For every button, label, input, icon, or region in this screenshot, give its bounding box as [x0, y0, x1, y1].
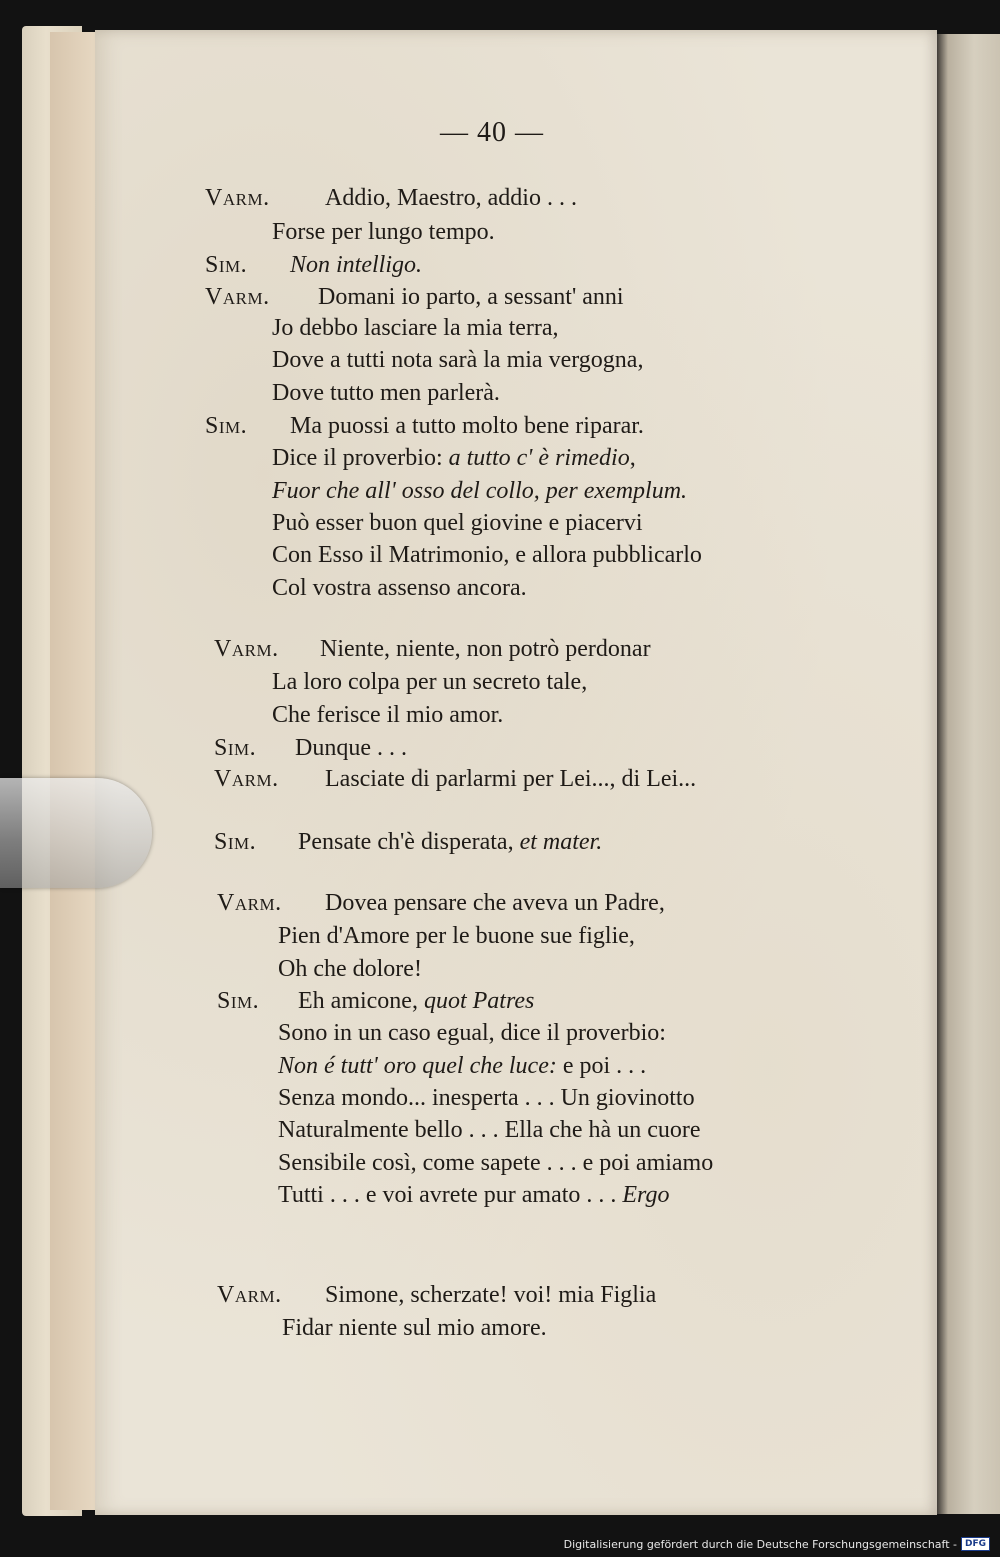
line-text — [272, 508, 643, 538]
line-text — [325, 888, 665, 918]
line-text — [290, 250, 422, 280]
italic-text: Ergo — [622, 1182, 670, 1208]
roman-text: Pensate ch'è disperata, — [298, 829, 520, 855]
line-text — [278, 921, 635, 951]
line-text — [272, 573, 527, 603]
line-text — [295, 733, 407, 763]
roman-text: Sono in un caso egual, dice il proverbio: — [278, 1020, 666, 1046]
speaker-name: Sim. — [214, 735, 257, 761]
italic-text: Non é tutt' oro quel che luce: — [278, 1053, 557, 1079]
footer — [564, 1537, 990, 1551]
roman-text: Che ferisce il mio amor. — [272, 702, 504, 728]
roman-text: Domani io parto, a sessant' anni — [318, 284, 624, 310]
roman-text: Dice il proverbio: — [272, 445, 449, 471]
line-text — [318, 282, 624, 312]
line-text — [272, 476, 687, 506]
roman-text: e poi . . . — [556, 1053, 647, 1079]
line-text — [272, 313, 559, 343]
roman-text: Fidar niente sul mio amore. — [282, 1315, 547, 1341]
roman-text: La loro colpa per un secreto tale, — [272, 669, 588, 695]
speaker-name: Sim. — [205, 252, 248, 278]
line-text — [298, 986, 534, 1016]
roman-text: Eh amicone, — [298, 988, 424, 1014]
roman-text: Naturalmente bello . . . Ella che hà un cuore — [278, 1117, 701, 1143]
roman-text: Pien d'Amore per le buone sue figlie, — [278, 923, 635, 949]
speaker-name: Sim. — [214, 829, 257, 855]
speaker-name: Varm. — [214, 766, 279, 792]
line-text — [278, 954, 422, 984]
line-text — [272, 345, 643, 375]
line-text — [272, 667, 587, 697]
roman-text: Dunque . . . — [295, 735, 407, 761]
line-text — [272, 700, 503, 730]
roman-text: Jo debbo lasciare la mia terra, — [272, 315, 559, 341]
line-text — [278, 1115, 701, 1145]
line-text — [272, 217, 495, 247]
roman-text: Tutti . . . e voi avrete pur amato . . . — [278, 1182, 623, 1208]
line-text — [290, 411, 644, 441]
line-text — [325, 764, 696, 794]
roman-text: , — [629, 445, 636, 471]
roman-text: Col vostra assenso ancora. — [272, 575, 527, 601]
line-text — [298, 827, 602, 857]
dfg-logo: DFG — [961, 1537, 990, 1551]
footer-text: Digitalisierung gefördert durch die Deutsche Forschungsgemeinschaft - — [563, 1537, 957, 1551]
roman-text: Senza mondo... inesperta . . . Un giovinotto — [278, 1085, 695, 1111]
speaker-name: Varm. — [205, 185, 270, 211]
line-text — [272, 378, 500, 408]
roman-text: Con Esso il Matrimonio, e allora pubblicarlo — [272, 542, 702, 568]
roman-text: Addio, Maestro, addio . . . — [325, 185, 577, 211]
roman-text: Forse per lungo tempo. — [272, 219, 495, 245]
roman-text: Può esser buon quel giovine e piacervi — [272, 510, 643, 536]
speaker-name: Varm. — [205, 284, 270, 310]
italic-text: quot Patres — [423, 988, 535, 1014]
roman-text: Ma puossi a tutto molto bene riparar. — [290, 413, 644, 439]
line-text — [272, 540, 702, 570]
speaker-name: Sim. — [205, 413, 248, 439]
speaker-name: Varm. — [217, 1282, 282, 1308]
line-text — [278, 1018, 666, 1048]
roman-text: Lasciate di parlarmi per Lei..., di Lei... — [325, 766, 697, 792]
line-text — [278, 1148, 713, 1178]
roman-text: Dove a tutti nota sarà la mia vergogna, — [272, 347, 644, 373]
line-text — [278, 1083, 695, 1113]
line-text — [325, 183, 577, 213]
italic-text: Non intelligo. — [290, 252, 422, 278]
italic-text: et mater. — [519, 829, 603, 855]
line-text — [272, 443, 636, 473]
speaker-name: Varm. — [214, 636, 279, 662]
line-text — [282, 1313, 547, 1343]
italic-text: Fuor che all' osso del collo, per exemplum. — [272, 478, 688, 504]
italic-text: a tutto c' è rimedio — [448, 445, 630, 471]
speaker-name: Varm. — [217, 890, 282, 916]
roman-text: Dovea pensare che aveva un Padre, — [325, 890, 665, 916]
roman-text: Niente, niente, non potrò perdonar — [320, 636, 651, 662]
speaker-name: Sim. — [217, 988, 260, 1014]
line-text — [278, 1051, 646, 1081]
roman-text: Simone, scherzate! voi! mia Figlia — [325, 1282, 657, 1308]
roman-text: Sensibile così, come sapete . . . e poi amiamo — [278, 1150, 714, 1176]
line-text — [325, 1280, 656, 1310]
line-text — [278, 1180, 670, 1210]
roman-text: Oh che dolore! — [278, 956, 422, 982]
page-number: — 40 — — [440, 117, 544, 148]
roman-text: Dove tutto men parlerà. — [272, 380, 500, 406]
line-text — [320, 634, 651, 664]
